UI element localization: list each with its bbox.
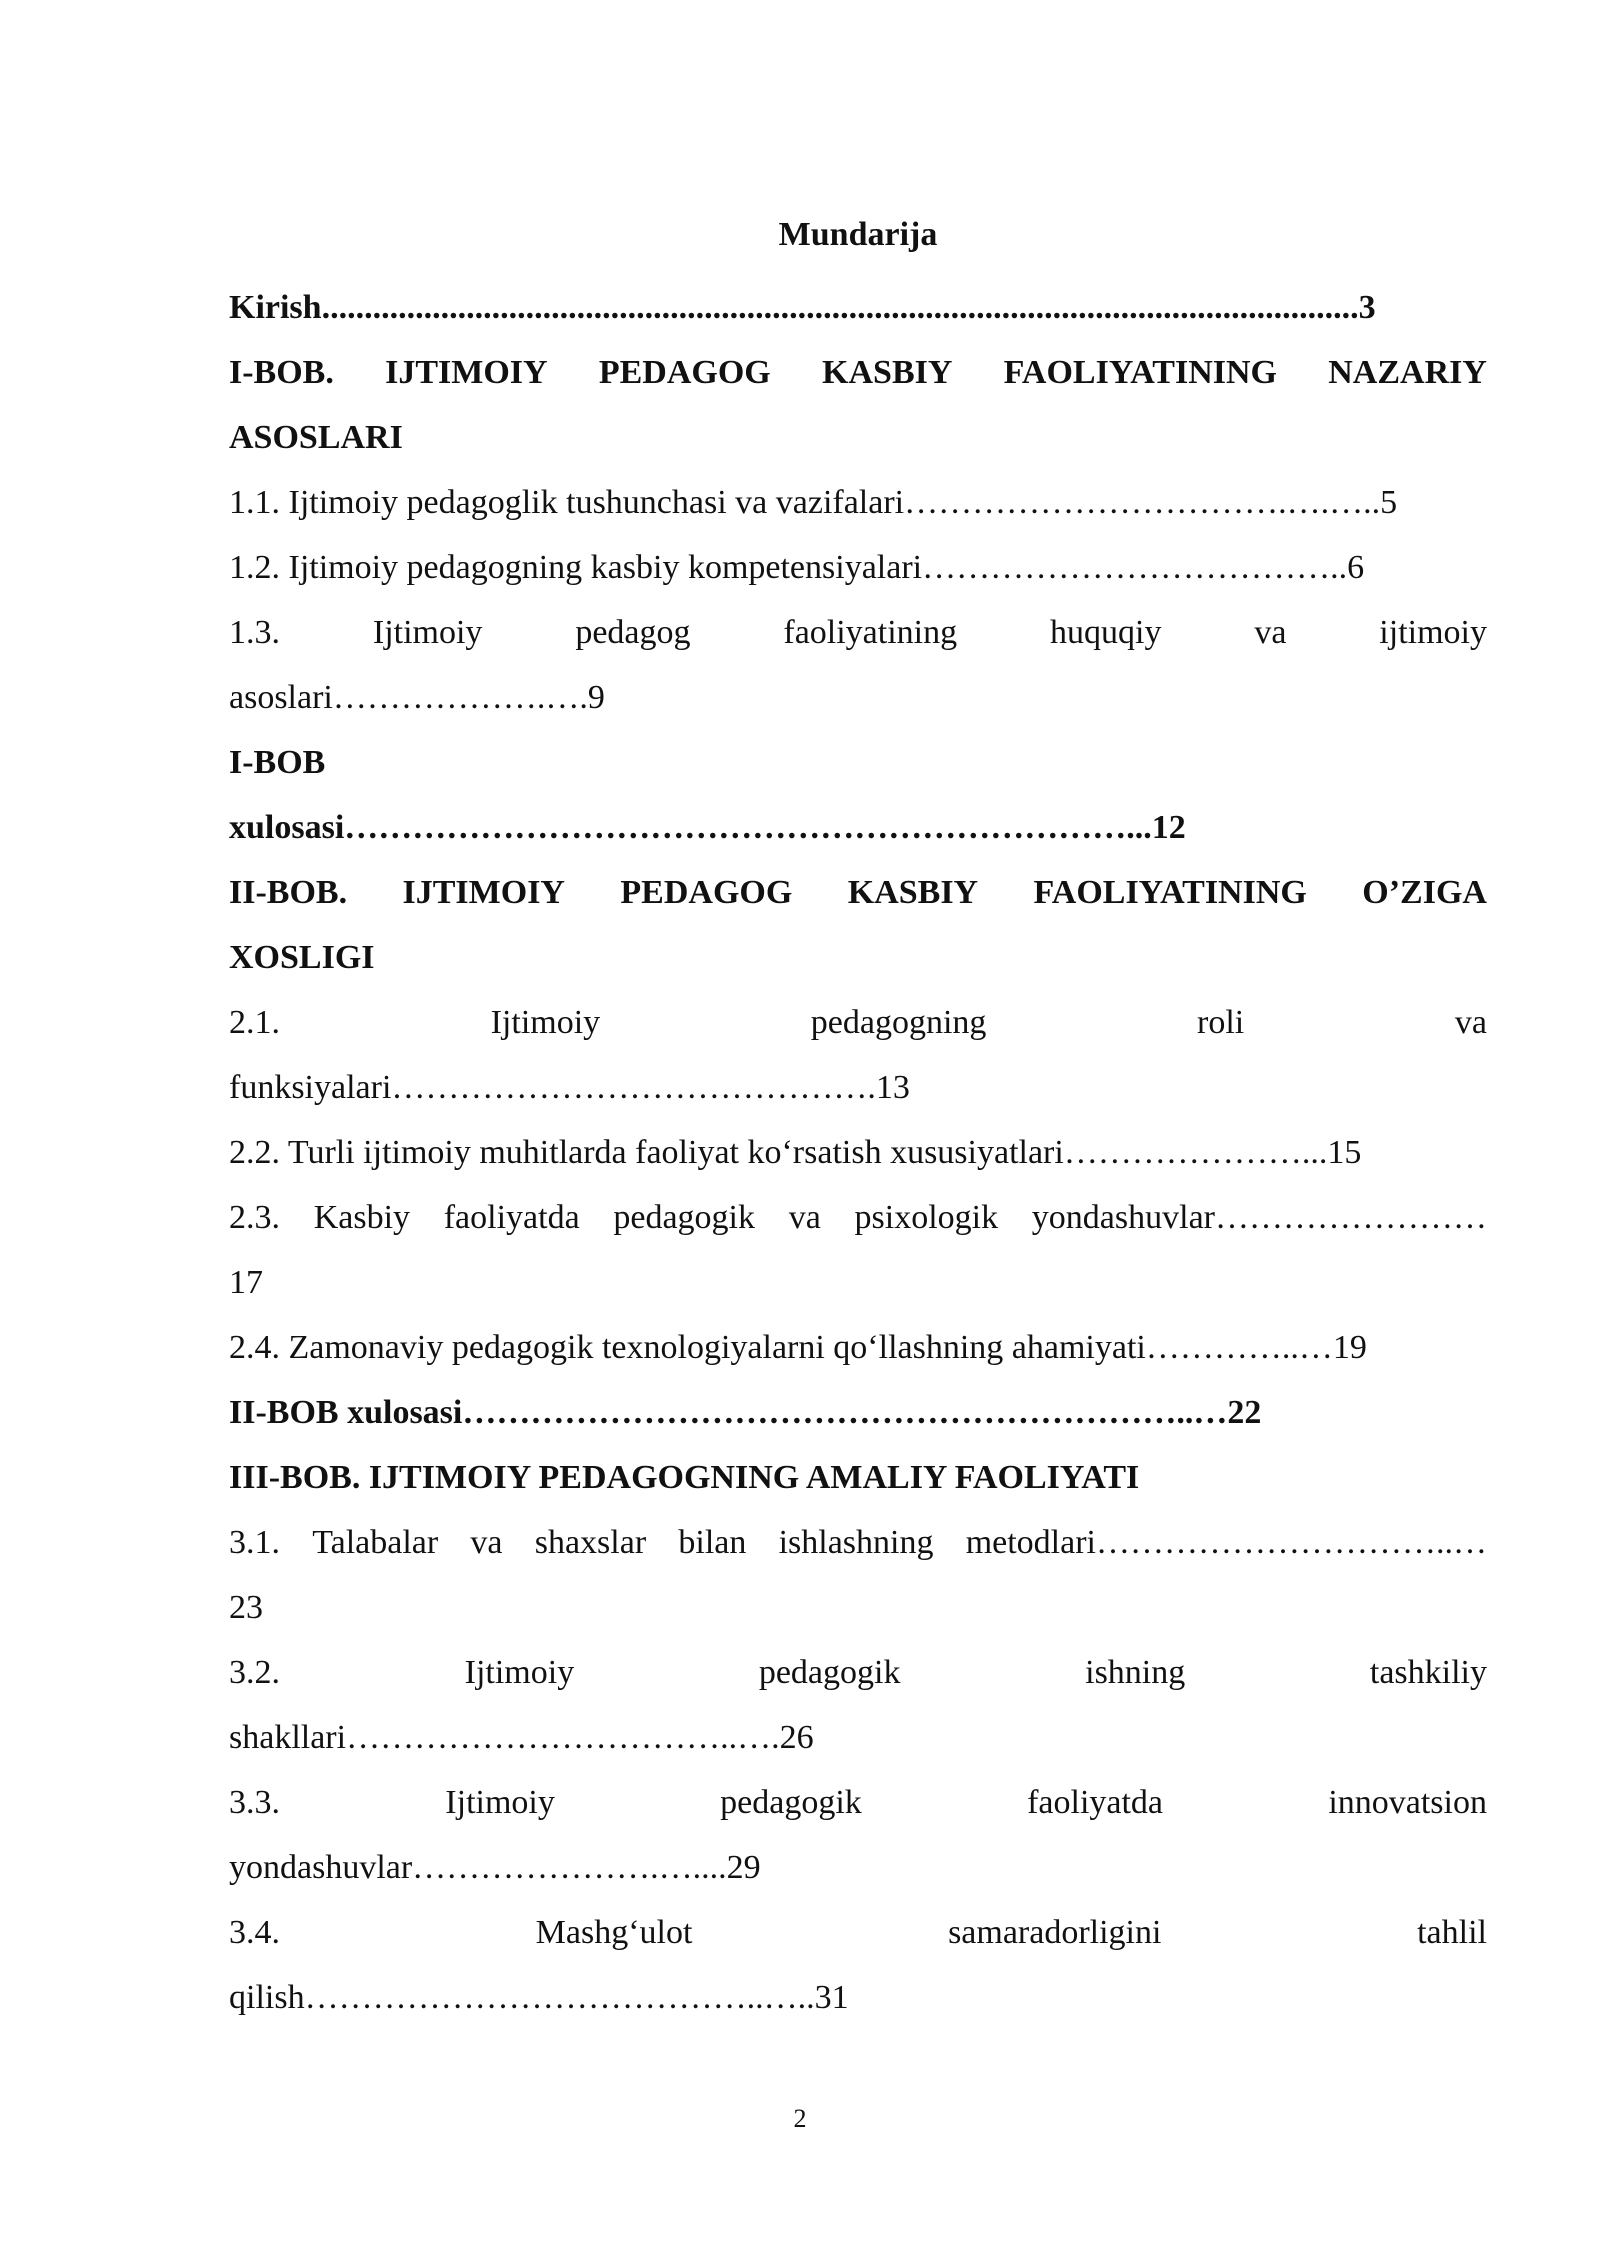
word: II-BOB. [229,874,348,911]
word: roli [1197,1004,1245,1041]
word: KASBIY [822,354,953,391]
page-title: Mundarija [778,216,938,253]
word: shaxslar [534,1524,647,1561]
word: KASBIY [847,874,979,911]
word: 3.1. [229,1524,280,1561]
word: pedagogik [613,1199,756,1236]
word: va [470,1524,503,1561]
word: Ijtimoiy [445,1784,555,1821]
word: 2.1. [229,1004,280,1041]
word: metodlari…………………………..… [965,1524,1487,1561]
word: I-BOB. [229,354,334,391]
toc-chapter-1-summary-continued: xulosasi……………………………………………………………...12 [229,809,1186,846]
toc-chapter-2-heading-continued: XOSLIGI [229,939,375,976]
toc-entry-2-3 [229,1185,1487,1250]
toc-entry-2-2: 2.2. Turli ijtimoiy muhitlarda faoliyat ko‘rsatish xususiyatlari…………………...15 [229,1134,1362,1171]
word: psixologik [854,1199,999,1236]
word: Ijtimoiy [372,614,483,651]
word: 1.3. [229,614,280,651]
word: 3.2. [229,1654,280,1691]
word: faoliyatda [1027,1784,1164,1821]
word: IJTIMOIY [385,354,548,391]
word: huquqiy [1050,614,1162,651]
word: innovatsion [1328,1784,1487,1821]
word: O’ZIGA [1362,874,1487,911]
page-number: 2 [793,2104,807,2133]
toc-entry-2-4: 2.4. Zamonaviy pedagogik texnologiyalarni qo‘llashning ahamiyati…………..…19 [229,1329,1367,1366]
word: samaradorligini [948,1914,1162,1951]
document-page [229,210,1487,2030]
toc-entry-3-2 [229,1640,1487,1705]
word: Ijtimoiy [490,1004,601,1041]
toc-entry-3-4 [229,1900,1487,1965]
word: FAOLIYATINING [1033,874,1307,911]
word: tashkiliy [1369,1654,1487,1691]
toc-entry-1-2: 1.2. Ijtimoiy pedagogning kasbiy kompetensiyalari………………………………..6 [229,549,1365,586]
toc-chapter-1-summary: I-BOB [229,744,326,781]
word: va [1254,614,1287,651]
word: faoliyatining [783,614,958,651]
word: PEDAGOG [620,874,793,911]
word: 2.3. [229,1199,280,1236]
toc-entry-3-3-continued: yondashuvlar………………….…....29 [229,1849,761,1886]
toc-entry-2-1-continued: funksiyalari…………………………………….13 [229,1069,910,1106]
toc-chapter-1-heading [229,340,1487,405]
word: pedagog [575,614,691,651]
word: pedagogik [758,1654,901,1691]
word: va [1454,1004,1487,1041]
word: pedagogning [810,1004,987,1041]
toc-chapter-3-heading: III-BOB. IJTIMOIY PEDAGOGNING AMALIY FAOLIYATI [229,1459,1140,1496]
toc-entry-kirish: Kirish..........................................................................................................................3 [229,289,1376,326]
word: Talabalar [312,1524,439,1561]
word: yondashuvlar…………………… [1031,1199,1487,1236]
toc-entry-3-3 [229,1770,1487,1835]
toc-entry-1-3-continued: asoslari……………….….9 [229,679,605,716]
toc-entry-2-1 [229,990,1487,1055]
word: 3.4. [229,1914,280,1951]
word: Kasbiy [313,1199,411,1236]
toc-chapter-1-heading-continued: ASOSLARI [229,419,403,456]
word: Mashg‘ulot [535,1914,693,1951]
toc-entry-3-4-continued: qilish…………………………………..…..31 [229,1979,849,2016]
word: bilan [678,1524,747,1561]
word: PEDAGOG [598,354,771,391]
toc-entry-1-1: 1.1. Ijtimoiy pedagoglik tushunchasi va vazifalari…………………………….….…..5 [229,484,1398,521]
toc-entry-3-2-continued: shakllari……………………………..….26 [229,1719,814,1756]
toc-chapter-2-summary: II-BOB xulosasi………………………………………………………..…22 [229,1394,1262,1431]
word: tahlil [1417,1914,1487,1951]
word: ishning [1085,1654,1186,1691]
word: pedagogik [720,1784,862,1821]
word: FAOLIYATINING [1003,354,1277,391]
toc-entry-3-1-continued: 23 [229,1589,263,1626]
toc-entry-3-1 [229,1510,1487,1575]
word: va [788,1199,821,1236]
word: faoliyatda [443,1199,580,1236]
toc-chapter-2-heading [229,860,1487,925]
word: NAZARIY [1328,354,1487,391]
word: ijtimoiy [1379,614,1487,651]
word: 3.3. [229,1784,280,1821]
toc-entry-1-3 [229,600,1487,665]
toc-entry-2-3-continued: 17 [229,1264,263,1301]
word: Ijtimoiy [464,1654,575,1691]
word: ishlashning [778,1524,934,1561]
word: IJTIMOIY [402,874,565,911]
